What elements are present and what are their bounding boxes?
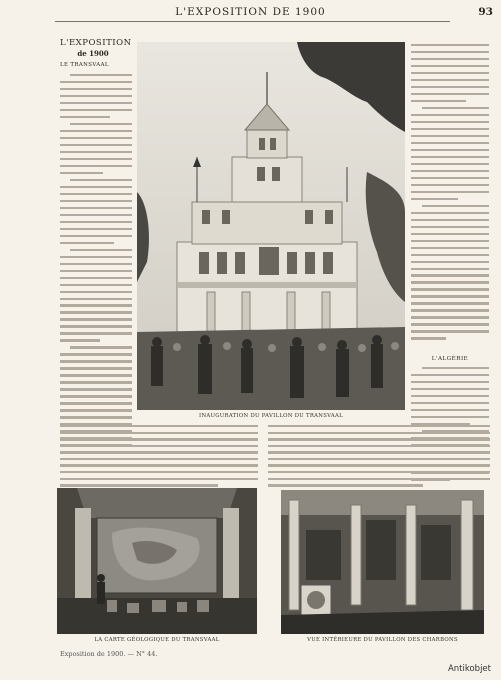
figure-caption-2: LA CARTE GÉOLOGIQUE DU TRANSVAAL: [94, 637, 220, 643]
middle-text-right: [268, 425, 490, 487]
running-head: L'EXPOSITION DE 1900: [175, 6, 326, 18]
masthead-title: L'EXPOSITION: [60, 38, 132, 48]
figure-caption-3: VUE INTÉRIEURE DU PAVILLON DES CHARBONS: [307, 637, 458, 643]
header-rule: [55, 21, 450, 22]
page-number: 93: [478, 6, 493, 18]
section-title: LE TRANSVAAL: [60, 62, 109, 68]
coal-pavilion-illustration: [281, 490, 484, 634]
pavilion-photograph: [137, 42, 405, 410]
figure-caption-1: INAUGURATION DU PAVILLON DU TRANSVAAL: [199, 413, 343, 419]
geological-map-illustration: [57, 488, 257, 634]
right-column-text-top: [411, 44, 489, 340]
coal-pavilion-photograph: [281, 490, 484, 634]
masthead-year: de 1900: [77, 49, 109, 58]
middle-text-left: [60, 425, 258, 487]
pavilion-illustration: [137, 42, 405, 410]
footer-issue: Exposition de 1900. — N° 44.: [60, 650, 158, 658]
right-column-subhead: L'ALGÉRIE: [431, 356, 469, 362]
watermark-text: Antikobjet: [447, 664, 491, 674]
geological-map-photograph: [57, 488, 257, 634]
left-column-text: [60, 74, 132, 454]
